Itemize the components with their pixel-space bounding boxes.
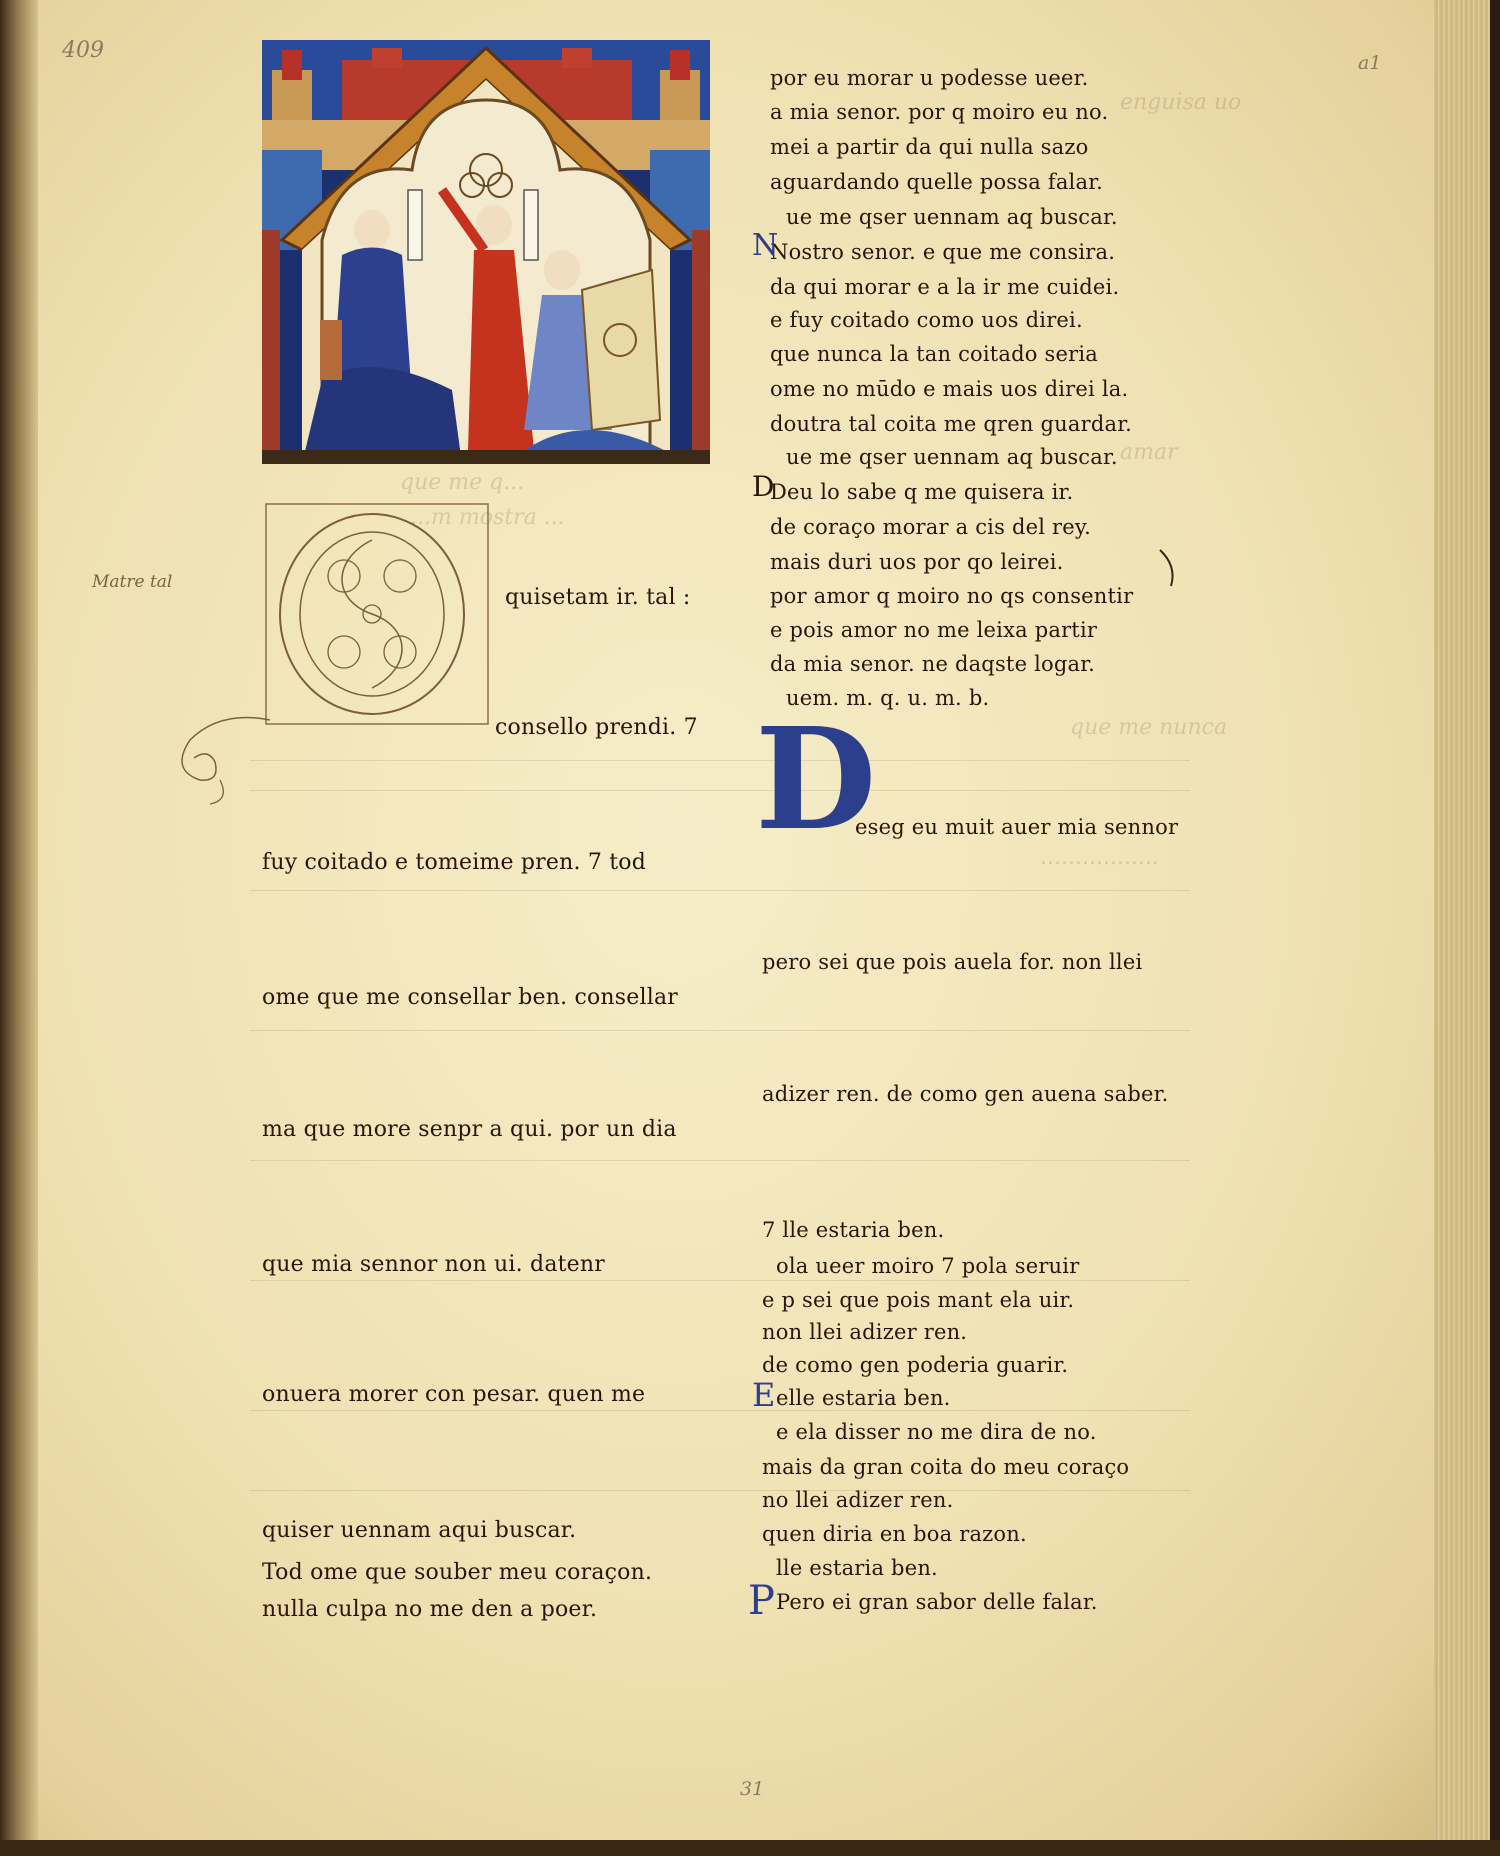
text-line: quiser uennam aqui buscar. (262, 1518, 577, 1543)
text-line: nulla culpa no me den a poer. (262, 1597, 598, 1622)
text-line: pero sei que pois auela for. non llei (762, 950, 1143, 974)
text-line: Tod ome que souber meu coraçon. (262, 1560, 653, 1585)
text-line: elle estaria ben. (776, 1386, 951, 1410)
text-line: e fuy coitado como uos direi. (770, 308, 1083, 332)
margin-note: Matre tal (92, 572, 173, 592)
miniature-illumination (262, 40, 710, 464)
text-line: e p sei que pois mant ela uir. (762, 1288, 1075, 1312)
text-line: no llei adizer ren. (762, 1488, 954, 1512)
text-line: uem. m. q. u. m. b. (786, 686, 990, 710)
text-line: ome que me consellar ben. consellar (262, 985, 679, 1010)
text-line: Nostro senor. e que me consira. (770, 240, 1116, 264)
show-through-text: ...m mostra ... (410, 505, 565, 530)
text-line: doutra tal coita me qren guardar. (770, 412, 1133, 436)
decorated-initial-sketch (262, 500, 492, 728)
text-line: 7 lle estaria ben. (762, 1218, 945, 1242)
initial-P: P (748, 1578, 775, 1624)
text-line: quisetam ir. tal : (505, 585, 691, 610)
text-line: de como gen poderia guarir. (762, 1353, 1069, 1377)
folio-number: a1 (1358, 52, 1382, 74)
show-through-text: ................. (1040, 845, 1159, 870)
text-line: por eu morar u podesse ueer. (770, 66, 1089, 90)
text-line: quen diria en boa razon. (762, 1522, 1027, 1546)
text-line: ola ueer moiro 7 pola seruir (776, 1254, 1080, 1278)
text-line: da mia senor. ne daqste logar. (770, 652, 1095, 676)
initial-E: E (752, 1376, 776, 1414)
text-line: mei a partir da qui nulla sazo (770, 135, 1089, 159)
text-line: que mia sennor non ui. datenr (262, 1252, 605, 1277)
large-initial-D: D (755, 698, 877, 862)
show-through-text: amar (1120, 440, 1178, 465)
text-line: a mia senor. por q moiro eu no. (770, 100, 1109, 124)
text-line: ue me qser uennam aq buscar. (786, 445, 1118, 469)
text-line: ue me qser uennam aq buscar. (786, 205, 1118, 229)
staff-rule (250, 1030, 1190, 1031)
bottom-number: 31 (740, 1778, 765, 1800)
flourish-scroll (160, 700, 280, 810)
text-line: consello prendi. 7 (495, 715, 698, 740)
text-line: ma que more senpr a qui. por un dia (262, 1117, 677, 1142)
text-line: Deu lo sabe q me quisera ir. (770, 480, 1074, 504)
text-line: de coraço morar a cis del rey. (770, 515, 1092, 539)
text-line: mais duri uos por qo leirei. (770, 550, 1064, 574)
staff-rule (250, 760, 1190, 761)
pencil-folio-number: 409 (62, 38, 104, 63)
text-line: aguardando quelle possa falar. (770, 170, 1103, 194)
text-line: eseg eu muit auer mia sennor (855, 815, 1179, 839)
staff-rule (250, 1490, 1190, 1491)
show-through-text: enguisa uo (1120, 90, 1242, 115)
text-line: fuy coitado e tomeime pren. 7 tod (262, 850, 647, 875)
staff-rule (250, 890, 1190, 891)
text-line: por amor q moiro no qs consentir (770, 584, 1134, 608)
text-line: lle estaria ben. (776, 1556, 938, 1580)
bottom-edge (0, 1840, 1500, 1856)
text-line: non llei adizer ren. (762, 1320, 968, 1344)
page-edges (1434, 0, 1500, 1856)
text-line: ome no mūdo e mais uos direi la. (770, 377, 1129, 401)
text-line: Pero ei gran sabor delle falar. (776, 1590, 1098, 1614)
show-through-text: que me nunca (1070, 715, 1228, 740)
margin-stroke (1155, 548, 1185, 588)
text-line: que nunca la tan coitado seria (770, 342, 1098, 366)
staff-rule (250, 790, 1190, 791)
binding-gutter (0, 0, 38, 1856)
show-through-text: que me q... (400, 470, 525, 495)
staff-rule (250, 1410, 1190, 1411)
initial-D-small: D (752, 470, 775, 503)
text-line: mais da gran coita do meu coraço (762, 1455, 1130, 1479)
text-line: e ela disser no me dira de no. (776, 1420, 1097, 1444)
text-line: da qui morar e a la ir me cuidei. (770, 275, 1120, 299)
text-line: onuera morer con pesar. quen me (262, 1382, 646, 1407)
staff-rule (250, 1160, 1190, 1161)
staff-rule (250, 1280, 1190, 1281)
initial-N: N (752, 228, 779, 263)
text-line: adizer ren. de como gen auena saber. (762, 1082, 1169, 1106)
text-line: e pois amor no me leixa partir (770, 618, 1098, 642)
